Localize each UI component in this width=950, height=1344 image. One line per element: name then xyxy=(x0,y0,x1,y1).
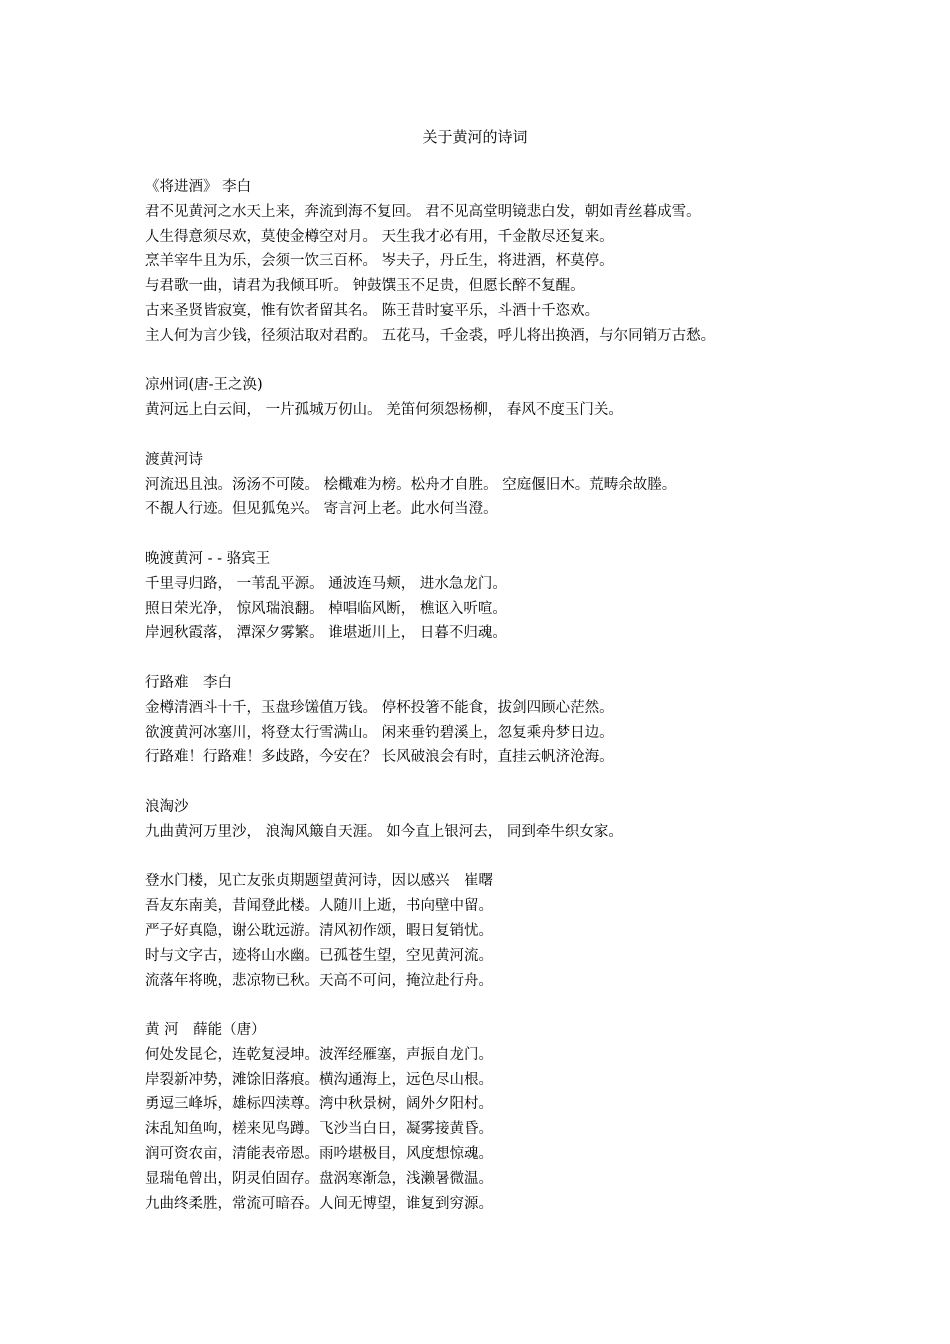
poem-heading: 黄 河 薛能（唐） xyxy=(145,1022,266,1039)
poem-heading: 浪淘沙 xyxy=(145,798,189,815)
poem-block xyxy=(145,547,935,646)
poem-block xyxy=(145,869,935,993)
poem-line: 润可资农亩，清能表帝恩。雨吟堪极目，风度想惊魂。 xyxy=(145,1146,493,1163)
poem-line: 黄河远上白云间， 一片孤城万仞山。 羌笛何须怨杨柳， 春风不度玉门关。 xyxy=(145,402,623,419)
poem-line: 与君歌一曲，请君为我倾耳听。 钟鼓馔玉不足贵，但愿长醉不复醒。 xyxy=(145,278,585,295)
poem-line: 人生得意须尽欢，莫使金樽空对月。 天生我才必有用，千金散尽还复来。 xyxy=(145,228,614,245)
poem-line: 金樽清酒斗十千，玉盘珍馐值万钱。 停杯投箸不能食，拔剑四顾心茫然。 xyxy=(145,699,614,716)
poem-line: 古来圣贤皆寂寞，惟有饮者留其名。 陈王昔时宴平乐，斗酒十千恣欢。 xyxy=(145,302,600,319)
poem-line: 勇逗三峰坼，雄标四渎尊。湾中秋景树，阔外夕阳村。 xyxy=(145,1096,493,1113)
poem-line: 烹羊宰牛且为乐，会须一饮三百杯。 岑夫子，丹丘生，将进酒，杯莫停。 xyxy=(145,253,614,270)
poem-line: 流落年将晚，悲凉物已秋。天高不可问，掩泣赴行舟。 xyxy=(145,972,493,989)
poem-line: 岸迥秋霞落， 潭深夕雾繁。 谁堪逝川上， 日暮不归魂。 xyxy=(145,625,507,642)
poem-list xyxy=(145,175,935,1241)
poem-line: 行路难！行路难！多歧路，今安在？ 长风破浪会有时，直挂云帆济沧海。 xyxy=(145,749,614,766)
poem-line: 不覩人行迹。但见狐兔兴。 寄言河上老。此水何当澄。 xyxy=(145,501,498,518)
poem-heading: 《将进酒》 李白 xyxy=(145,179,252,195)
poem-line: 欲渡黄河冰塞川，将登太行雪满山。 闲来垂钓碧溪上，忽复乘舟梦日边。 xyxy=(145,724,614,741)
poem-heading: 渡黄河诗 xyxy=(145,451,203,468)
poem-block xyxy=(145,1018,935,1216)
poem-block xyxy=(145,795,935,845)
poem-line: 主人何为言少钱，径须沽取对君酌。 五花马，千金裘，呼儿将出换酒，与尔同销万古愁。 xyxy=(145,327,716,344)
poem-heading: 登水门楼，见亡友张贞期题望黄河诗，因以感兴 崔曙 xyxy=(145,873,493,890)
poem-line: 君不见黄河之水天上来，奔流到海不复回。 君不见高堂明镜悲白发，朝如青丝暮成雪。 xyxy=(145,203,701,220)
poem-line: 吾友东南美，昔闻登此楼。人随川上逝，书向壁中留。 xyxy=(145,898,493,915)
poem-heading: 晚渡黄河 - - 骆宾王 xyxy=(145,550,271,567)
poem-line: 显瑞龟曾出，阴灵伯固存。盘涡寒渐急，浅濑暑微温。 xyxy=(145,1170,493,1187)
poem-line: 照日荣光净， 惊风瑞浪翻。 棹唱临风断， 樵讴入听喧。 xyxy=(145,600,507,617)
poem-line: 九曲黄河万里沙， 浪淘风簸自天涯。 如今直上银河去， 同到牵牛织女家。 xyxy=(145,823,623,840)
poem-line: 时与文字古，迹将山水幽。已孤苍生望，空见黄河流。 xyxy=(145,947,493,964)
document-title: 关于黄河的诗词 xyxy=(422,128,528,146)
poem-line: 九曲终柔胜，常流可暗吞。人间无博望，谁复到穷源。 xyxy=(145,1195,493,1212)
poem-heading: 凉州词(唐-王之涣) xyxy=(145,377,263,394)
poem-heading: 行路难 李白 xyxy=(145,674,232,691)
poem-line: 千里寻归路， 一苇乱平源。 通波连马颊， 进水急龙门。 xyxy=(145,575,507,592)
poem-block xyxy=(145,671,935,770)
poem-block xyxy=(145,448,935,522)
poem-block xyxy=(145,373,935,423)
poem-line: 河流迅且浊。汤汤不可陵。 桧檝难为榜。松舟才自胜。 空庭偃旧木。荒畴余故塍。 xyxy=(145,476,677,493)
poem-block xyxy=(145,175,935,349)
poem-line: 沫乱知鱼呴，槎来见鸟蹲。飞沙当白日，凝雾接黄昏。 xyxy=(145,1121,493,1138)
poem-line: 严子好真隐，谢公耽远游。清风初作颂，暇日复销忧。 xyxy=(145,922,493,939)
poem-line: 何处发昆仑，连乾复浸坤。波浑经雁塞，声振自龙门。 xyxy=(145,1046,493,1063)
poem-line: 岸裂新冲势，滩馀旧落痕。横沟通海上，远色尽山根。 xyxy=(145,1071,493,1088)
